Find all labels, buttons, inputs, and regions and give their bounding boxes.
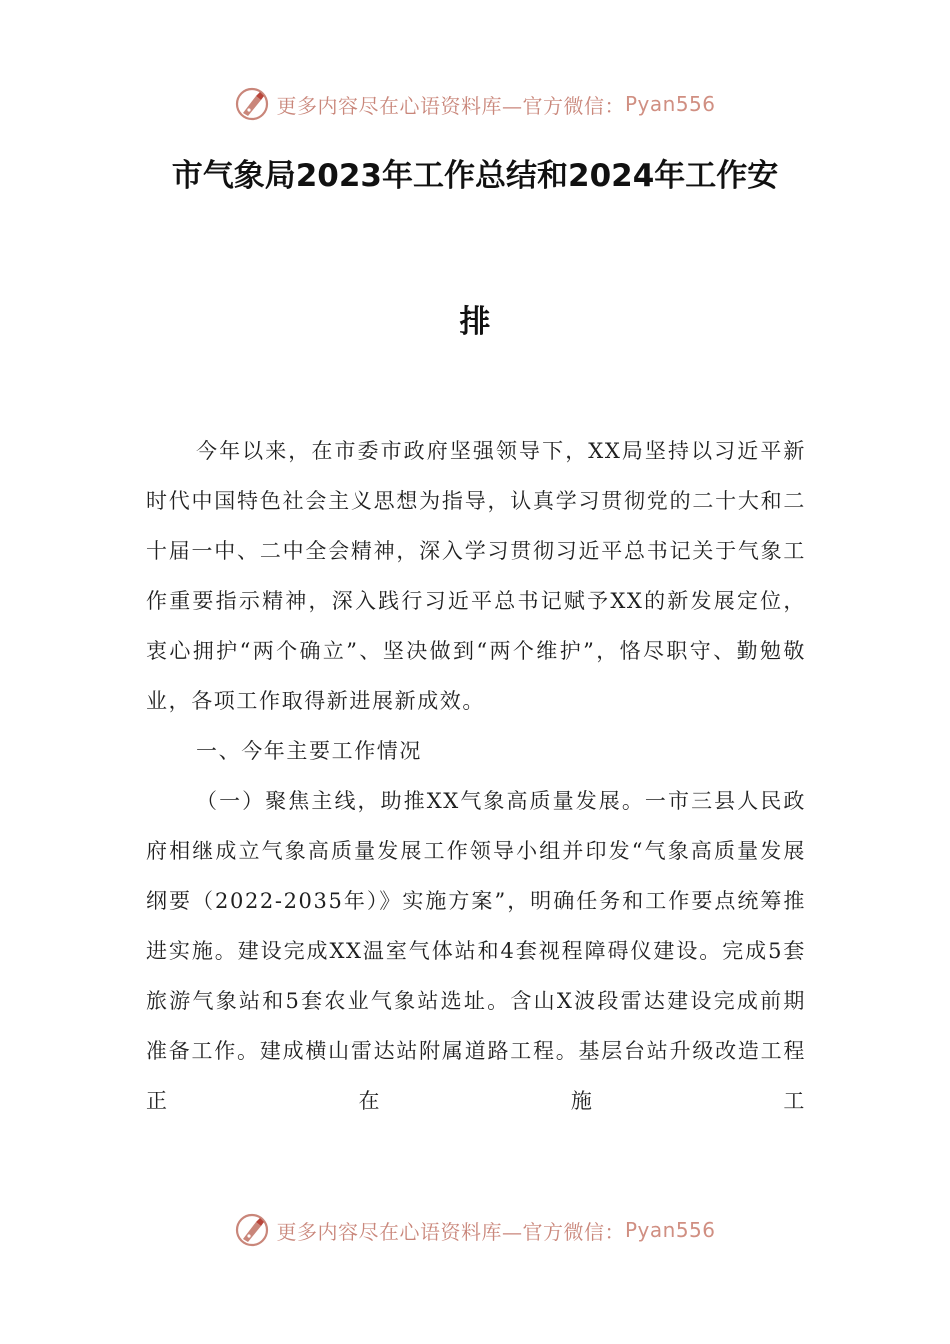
paragraph-intro: 今年以来，在市委市政府坚强领导下，XX局坚持以习近平新时代中国特色社会主义思想为指导，认真学习贯彻党的二十大和二十届一中、二中全会精神，深入学习贯彻习近平总书记关于气象工作重要指示精神，深入践行习近平总书记赋予XX的新发展定位，衷心拥护“两个确立”、坚决做到“两个维护”，恪尽职守、勤勉敬业，各项工作取得新进展新成效。	[146, 439, 806, 713]
document-body	[146, 426, 806, 1126]
watermark-wechat-id: Pyan556	[624, 92, 716, 116]
pen-nib-logo-icon	[234, 86, 270, 122]
document-title-line-2: 排	[459, 304, 491, 340]
pen-nib-logo-icon	[234, 1212, 270, 1248]
watermark-text: 更多内容尽在心语资料库—官方微信：	[276, 1219, 625, 1244]
section-heading: 一、今年主要工作情况	[196, 739, 422, 763]
watermark-header	[0, 84, 950, 124]
watermark-footer	[0, 1210, 950, 1250]
document-title-line-1: 市气象局2023年工作总结和2024年工作安	[171, 158, 779, 194]
paragraph-section-1: （一）聚焦主线，助推XX气象高质量发展。一市三县人民政府相继成立气象高质量发展工作领导小组并印发“气象高质量发展纲要（2022-2035年）》实施方案”，明确任务和工作要点统筹推进实施。建设完成XX温室气体站和4套视程障碍仪建设。完成5套旅游气象站和5套农业气象站选址。含山X波段雷达建设完成前期准备工作。建成横山雷达站附属道路工程。基层台站升级改造工程正在施工	[146, 789, 806, 1113]
watermark-wechat-id: Pyan556	[624, 1218, 716, 1242]
watermark-text: 更多内容尽在心语资料库—官方微信：	[276, 93, 625, 118]
